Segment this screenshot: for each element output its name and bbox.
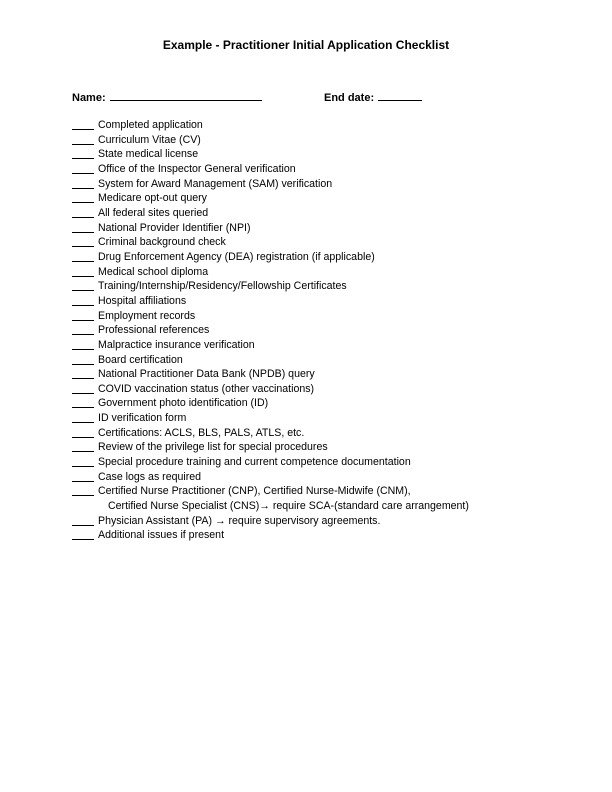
item-label: Office of the Inspector General verification [98,162,296,175]
checkbox-line[interactable] [72,411,94,423]
item-label: National Practitioner Data Bank (NPDB) query [98,368,315,381]
list-item [72,353,512,368]
list-item [72,221,512,236]
checkbox-line[interactable] [72,514,94,526]
list-item [72,279,512,294]
item-label: Medicare opt-out query [98,192,207,205]
list-item [72,250,512,265]
list-item-continuation [72,499,512,514]
list-item [72,484,512,499]
list-item [72,118,512,133]
item-label: Employment records [98,309,196,322]
list-item [72,426,512,441]
item-label: Government photo identification (ID) [98,397,269,410]
checkbox-line[interactable] [72,338,94,350]
checkbox-line[interactable] [72,309,94,321]
end-date-blank-line[interactable] [378,89,422,101]
list-item [72,470,512,485]
item-label: Professional references [98,324,210,337]
item-label: System for Award Management (SAM) verification [98,177,333,190]
item-label-continuation: Certified Nurse Specialist (CNS)→ require SCA-(standard care arrangement) [108,500,469,513]
list-item [72,514,512,529]
checkbox-line[interactable] [72,455,94,467]
list-item [72,411,512,426]
name-field-row [72,89,262,105]
list-item [72,382,512,397]
item-label: Board certification [98,353,183,366]
checkbox-line[interactable] [72,265,94,277]
checkbox-line[interactable] [72,426,94,438]
item-label: Physician Assistant (PA) → require supervisory agreements. [98,514,381,527]
list-item [72,294,512,309]
checkbox-line[interactable] [72,133,94,145]
checkbox-line[interactable] [72,323,94,335]
checkbox-line[interactable] [72,250,94,262]
checkbox-line[interactable] [72,470,94,482]
list-item [72,206,512,221]
item-label: ID verification form [98,412,187,425]
checkbox-line[interactable] [72,118,94,130]
item-label: State medical license [98,148,199,161]
item-label: Additional issues if present [98,529,225,542]
list-item [72,191,512,206]
list-item [72,147,512,162]
name-blank-line[interactable] [110,89,262,101]
list-item [72,440,512,455]
list-item [72,367,512,382]
checkbox-line[interactable] [72,294,94,306]
checkbox-line[interactable] [72,162,94,174]
item-label: COVID vaccination status (other vaccinations) [98,382,315,395]
list-item [72,265,512,280]
name-label: Name: [72,92,106,104]
checkbox-line[interactable] [72,528,94,540]
list-item [72,177,512,192]
item-label: Medical school diploma [98,265,209,278]
checkbox-line[interactable] [72,353,94,365]
checkbox-line[interactable] [72,221,94,233]
item-label: Certifications: ACLS, BLS, PALS, ATLS, etc. [98,426,305,439]
item-label: Curriculum Vitae (CV) [98,133,201,146]
list-item [72,455,512,470]
page-title: Example - Practitioner Initial Application Checklist [162,38,450,52]
checkbox-line[interactable] [72,279,94,291]
list-item [72,162,512,177]
list-item [72,323,512,338]
end-date-field-row [324,89,422,105]
list-item [72,309,512,324]
item-label: Special procedure training and current competence documentation [98,456,411,469]
item-label: Malpractice insurance verification [98,338,255,351]
item-label: Criminal background check [98,236,226,249]
item-label: Certified Nurse Practitioner (CNP), Certified Nurse-Midwife (CNM), [98,485,411,498]
checkbox-line[interactable] [72,206,94,218]
list-item [72,528,512,543]
item-label: National Provider Identifier (NPI) [98,221,251,234]
checkbox-line[interactable] [72,396,94,408]
item-label: Training/Internship/Residency/Fellowship Certificates [98,280,347,293]
list-item [72,338,512,353]
checkbox-line[interactable] [72,191,94,203]
list-item [72,133,512,148]
item-label: Case logs as required [98,470,202,483]
checkbox-line[interactable] [72,367,94,379]
checklist [72,118,512,543]
list-item [72,396,512,411]
item-label: Hospital affiliations [98,294,187,307]
item-label: Drug Enforcement Agency (DEA) registration (if applicable) [98,250,375,263]
end-date-label: End date: [324,92,375,104]
checkbox-line[interactable] [72,235,94,247]
checkbox-line[interactable] [72,484,94,496]
checkbox-line[interactable] [72,177,94,189]
checkbox-line[interactable] [72,382,94,394]
item-label: All federal sites queried [98,206,209,219]
checkbox-line[interactable] [72,440,94,452]
list-item [72,235,512,250]
item-label: Completed application [98,119,203,131]
item-label: Review of the privilege list for special procedures [98,441,328,454]
checkbox-line[interactable] [72,147,94,159]
